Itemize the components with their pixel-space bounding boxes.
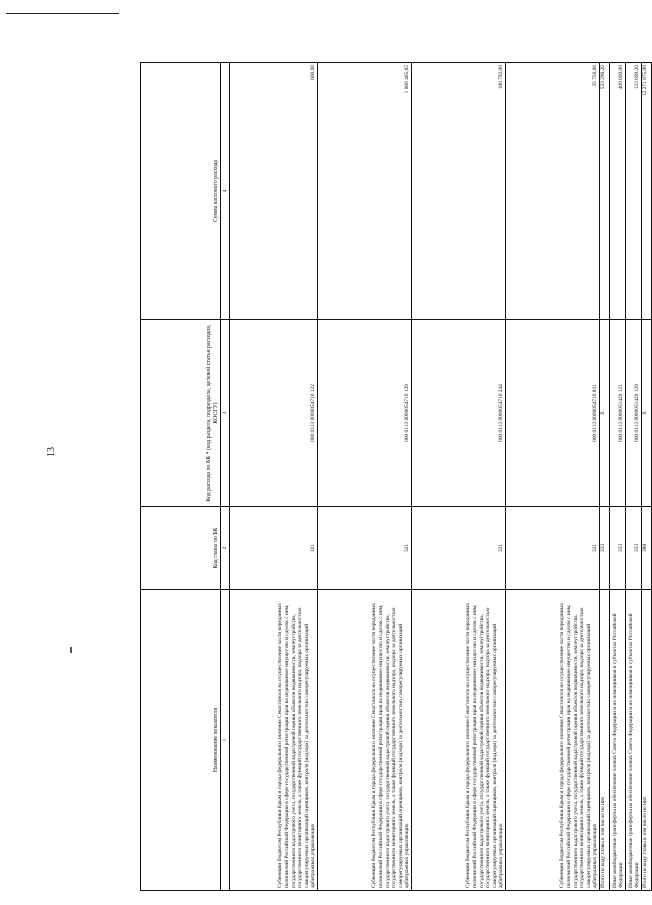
row-name: Субвенции бюджетам Республики Крым и города федерального значения Севастополя на осуществление части переданных полномочий Российской Федерации в сфере государственной регистрации прав на недвижимое имущество и сделок с ним, государственного кадастрового учета, государственной кадастровой оценки объектов недвижимости, землеустройства, государственного мониторинга земель, а также функций государственного земельного надзора, надзора за деятельностью саморегулируемых организаций оценщиков, контроля (надзора) за деятельностью саморегулируемых организаций арбитражных управляющих [412,590,506,891]
row-name: Субвенции бюджетам Республики Крым и города федерального значения Севастополя на осуществление части переданных полномочий Российской Федерации в сфере государственной регистрации прав на недвижимое имущество и сделок с ним, государственного кадастрового учета, государственной кадастровой оценки объектов недвижимости, землеустройства, государственного мониторинга земель, а также функций государственного земельного надзора, надзора за деятельностью саморегулируемых организаций оценщиков, контроля (надзора) за деятельностью саморегулируемых организаций арбитражных управляющих [230,590,318,891]
table-row [318,63,412,891]
table-row [412,63,506,891]
row-expense-code: 000 0113 0000051420 121 [610,320,626,507]
column-number: 1 [221,590,230,891]
report-sheet [140,63,648,891]
row-amount: 12 271 875,00 [642,63,652,320]
top-rule [6,13,119,14]
row-chapter: 333 [626,507,642,590]
row-name: Итого по коду главы в том числе по них [600,590,610,891]
row-amount: 409 600,00 [610,63,626,320]
row-amount: 533 299,20 [600,63,610,320]
row-name: Итого по коду главы в том числе по них [642,590,652,891]
row-name: Иные межбюджетные трансферты на обеспечение членов Совета Федерации и их помощников в субъектах Российской Федерации [626,590,642,891]
row-name: Субвенции бюджетам Республики Крым и города федерального значения Севастополя на осуществление части переданных полномочий Российской Федерации в сфере государственной регистрации прав на недвижимое имущество и сделок с ним, государственного кадастрового учета, государственной кадастровой оценки объектов недвижимости, землеустройства, государственного мониторинга земель, а также функций государственного земельного надзора, надзора за деятельностью саморегулируемых организаций оценщиков, контроля (надзора) за деятельностью саморегулируемых организаций арбитражных управляющих [318,590,412,891]
rotated-page [140,63,648,891]
row-chapter: 321 [412,507,506,590]
header-row [141,63,221,891]
row-amount: 600,00 [230,63,318,320]
expense-table [140,62,652,891]
header-expense-code: Код расхода по БК * (код раздела, подраздела, целевой статьи расходов, КОСГУ) [141,320,221,507]
table-row [230,63,318,891]
header-chapter-code: Код главы по БК [141,507,221,590]
row-name: Иные межбюджетные трансферты на обеспечение членов Совета Федерации и их помощников в субъектах Российской Федерации [610,590,626,891]
page-number: 13 [46,447,57,457]
row-expense-code: X [642,320,652,507]
row-expense-code: X [600,320,610,507]
row-chapter: 321 [230,507,318,590]
row-chapter: 388 [642,507,652,590]
row-amount: 1 866 465,65 [318,63,412,320]
header-cash-amount: Сумма кассового расхода [141,63,221,320]
row-chapter: 333 [610,507,626,590]
table-row-total [642,63,652,891]
row-chapter: 333 [600,507,610,590]
row-amount: 180 792,00 [412,63,506,320]
row-expense-code: 000 0113 0000051420 129 [626,320,642,507]
header-indicator: Наименование показателя [141,590,221,891]
row-expense-code: 000 0113 0000054710 244 [412,320,506,507]
row-chapter: 321 [506,507,600,590]
table-row [626,63,642,891]
scan-mark [70,647,72,653]
column-number-row [221,63,230,891]
row-amount: 123 699,20 [626,63,642,320]
table-row-total [600,63,610,891]
row-amount: 35 750,00 [506,63,600,320]
table-row [506,63,600,891]
row-expense-code: 000 0113 0000054710 831 [506,320,600,507]
table-row [610,63,626,891]
row-name: Субвенции бюджетам Республики Крым и города федерального значения Севастополя на осуществление части переданных полномочий Российской Федерации в сфере государственной регистрации прав на недвижимое имущество и сделок с ним, государственного кадастрового учета, государственной кадастровой оценки объектов недвижимости, землеустройства, государственного мониторинга земель, а также функций государственного земельного надзора, надзора за деятельностью саморегулируемых организаций оценщиков, контроля (надзора) за деятельностью саморегулируемых организаций арбитражных управляющих [506,590,600,891]
column-number: 2 [221,507,230,590]
row-chapter: 321 [318,507,412,590]
column-number: 4 [221,63,230,320]
column-number: 3 [221,320,230,507]
row-expense-code: 000 0113 0000054710 122 [230,320,318,507]
row-expense-code: 000 0113 0000054710 129 [318,320,412,507]
